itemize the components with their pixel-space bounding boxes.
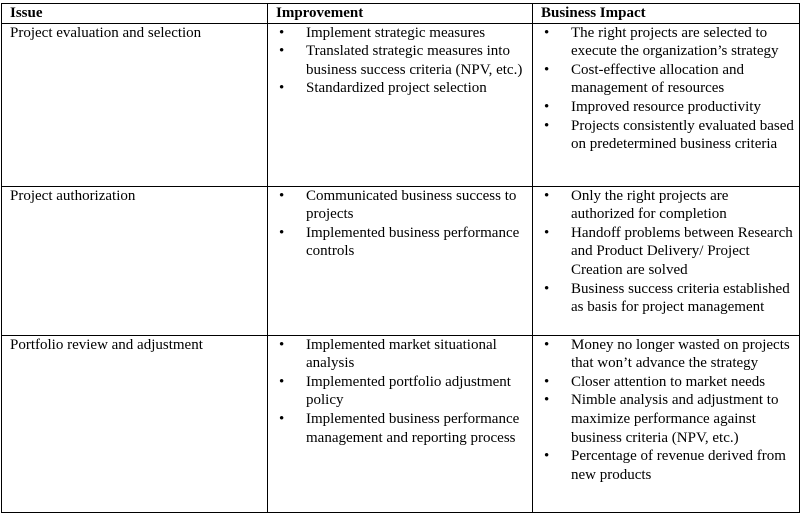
- list-item-text: Implemented portfolio adjustment policy: [306, 373, 511, 409]
- list-item-text: Improved resource productivity: [571, 98, 761, 115]
- list-item-text: Nimble analysis and adjustment to maximize performance against business criteria (NPV, etc.): [571, 392, 779, 446]
- list-item: [541, 447, 794, 484]
- bullet-icon: •: [279, 410, 285, 427]
- list-item: [541, 373, 794, 392]
- bullet-icon: •: [544, 24, 550, 41]
- list-item-text: Handoff problems between Research and Product Delivery/ Project Creation are solved: [571, 224, 793, 278]
- bullet-icon: •: [279, 80, 285, 97]
- list-item-text: Cost-effective allocation and management of resources: [571, 61, 744, 97]
- list-item-text: Communicated business success to projects: [306, 187, 517, 223]
- impact-list: [541, 24, 794, 154]
- table-row: [2, 335, 800, 512]
- impact-cell: [533, 335, 800, 512]
- bullet-icon: •: [544, 336, 550, 353]
- list-item-text: Implemented business performance management and reporting process: [306, 410, 520, 446]
- issues-table: [1, 3, 800, 513]
- list-item-text: Translated strategic measures into business success criteria (NPV, etc.): [306, 43, 523, 78]
- impact-list: [541, 336, 794, 485]
- header-row: [2, 4, 800, 24]
- bullet-icon: •: [279, 336, 285, 353]
- table-row: [2, 186, 800, 335]
- bullet-icon: •: [279, 224, 285, 241]
- list-item: [276, 187, 527, 224]
- impact-cell: [533, 23, 800, 186]
- bullet-icon: •: [279, 24, 285, 41]
- list-item-text: The right projects are selected to execute the organization’s strategy: [571, 24, 779, 60]
- bullet-icon: •: [544, 224, 550, 241]
- improvement-cell: [268, 23, 533, 186]
- improvement-cell: [268, 186, 533, 335]
- list-item-text: Projects consistently evaluated based on predetermined business criteria: [571, 117, 794, 153]
- list-item: [541, 391, 794, 447]
- list-item: [541, 224, 794, 280]
- bullet-icon: •: [544, 448, 550, 465]
- issue-cell: Portfolio review and adjustment: [2, 335, 268, 512]
- list-item: [276, 79, 527, 98]
- bullet-icon: •: [544, 61, 550, 78]
- impact-cell: [533, 186, 800, 335]
- table-row: [2, 23, 800, 186]
- bullet-icon: •: [279, 43, 285, 60]
- list-item: [541, 24, 794, 61]
- header-improvement: Improvement: [268, 4, 533, 24]
- issue-cell: Project authorization: [2, 186, 268, 335]
- list-item: [541, 187, 794, 224]
- list-item: [541, 336, 794, 373]
- list-item-text: Percentage of revenue derived from new products: [571, 448, 786, 483]
- list-item: [541, 117, 794, 154]
- list-item: [276, 336, 527, 373]
- bullet-icon: •: [544, 280, 550, 297]
- bullet-icon: •: [544, 392, 550, 409]
- list-item-text: Only the right projects are authorized for completion: [571, 187, 729, 223]
- improvement-list: [276, 24, 527, 98]
- list-item: [276, 373, 527, 410]
- list-item-text: Standardized project selection: [306, 80, 487, 97]
- list-item: [541, 61, 794, 98]
- improvement-cell: [268, 335, 533, 512]
- bullet-icon: •: [279, 187, 285, 204]
- list-item: [276, 42, 527, 79]
- list-item: [276, 410, 527, 447]
- list-item-text: Implement strategic measures: [306, 24, 486, 41]
- list-item-text: Business success criteria established as basis for project management: [571, 280, 790, 316]
- improvement-list: [276, 187, 527, 261]
- issue-cell: Project evaluation and selection: [2, 23, 268, 186]
- list-item-text: Implemented business performance controls: [306, 224, 520, 260]
- list-item: [541, 280, 794, 317]
- list-item-text: Closer attention to market needs: [571, 373, 766, 390]
- list-item-text: Implemented market situational analysis: [306, 336, 497, 372]
- list-item: [541, 98, 794, 117]
- improvement-list: [276, 336, 527, 448]
- header-business-impact: Business Impact: [533, 4, 800, 24]
- header-issue: Issue: [2, 4, 268, 24]
- list-item-text: Money no longer wasted on projects that won’t advance the strategy: [571, 336, 790, 372]
- bullet-icon: •: [544, 98, 550, 115]
- bullet-icon: •: [279, 373, 285, 390]
- bullet-icon: •: [544, 117, 550, 134]
- list-item: [276, 224, 527, 261]
- bullet-icon: •: [544, 187, 550, 204]
- impact-list: [541, 187, 794, 317]
- bullet-icon: •: [544, 373, 550, 390]
- list-item: [276, 24, 527, 43]
